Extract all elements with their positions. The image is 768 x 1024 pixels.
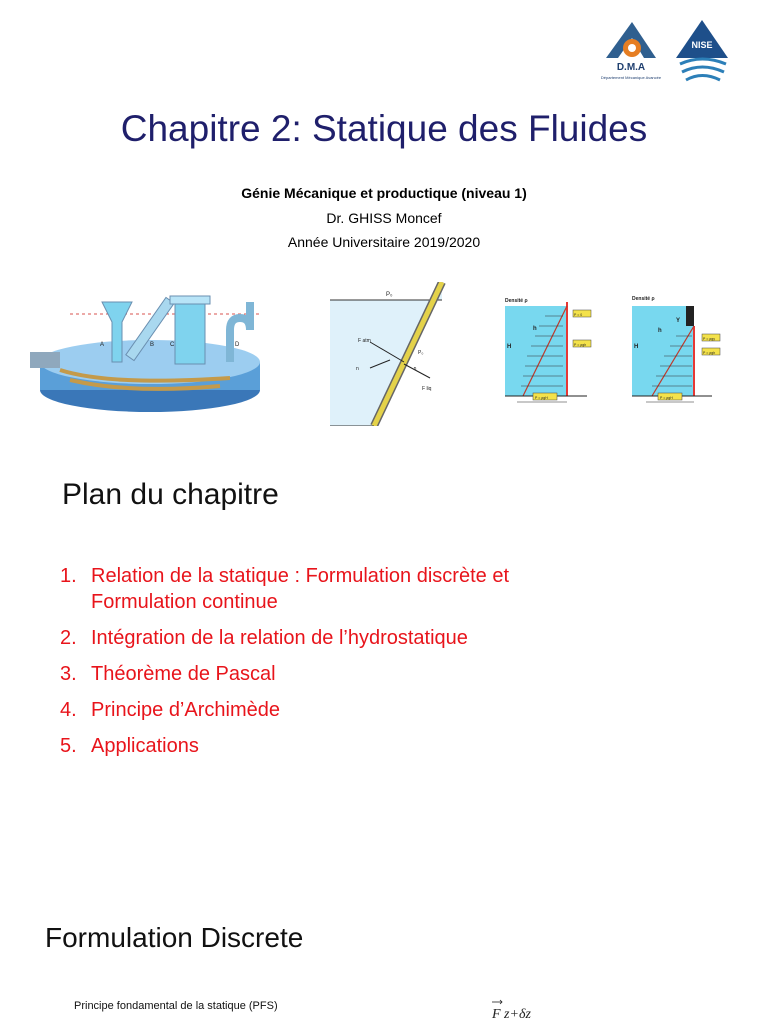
svg-text:F atm: F atm bbox=[358, 338, 371, 344]
svg-text:n: n bbox=[356, 366, 359, 372]
plan-item-2 bbox=[60, 625, 620, 651]
svg-text:h: h bbox=[533, 326, 537, 332]
author-name: Dr. GHISS Moncef bbox=[326, 210, 442, 226]
communicating-vessels-figure bbox=[30, 282, 270, 422]
svg-text:P = 0: P = 0 bbox=[574, 313, 583, 317]
plan-item-text: Applications bbox=[91, 735, 199, 757]
svg-text:H: H bbox=[507, 344, 512, 350]
dma-logo bbox=[601, 22, 662, 80]
page-title: Chapitre 2: Statique des Fluides bbox=[120, 108, 648, 149]
svg-text:-n: -n bbox=[412, 366, 417, 372]
course-subtitle: Génie Mécanique et productique (niveau 1) bbox=[241, 185, 527, 201]
plan-item-3 bbox=[60, 661, 620, 687]
plan-item-number: 4. bbox=[60, 699, 77, 721]
svg-text:D.M.A: D.M.A bbox=[616, 62, 646, 73]
plan-item-text: Principe d’Archimède bbox=[91, 699, 280, 721]
svg-text:H: H bbox=[634, 344, 639, 350]
institution-logos bbox=[598, 14, 738, 96]
svg-text:P = ρgh: P = ρgh bbox=[574, 343, 587, 347]
svg-text:P = ρgH: P = ρgH bbox=[660, 396, 673, 400]
svg-text:Densité ρ: Densité ρ bbox=[632, 296, 655, 302]
svg-text:A: A bbox=[100, 342, 105, 348]
plan-item-text: Relation de la statique : Formulation discrète et Formulation continue bbox=[91, 565, 509, 613]
force-formula bbox=[488, 996, 578, 1024]
plan-item-1 bbox=[60, 563, 620, 615]
svg-text:F liq: F liq bbox=[422, 386, 432, 392]
svg-text:P₀: P₀ bbox=[418, 350, 424, 356]
svg-text:Y: Y bbox=[676, 318, 681, 324]
nise-logo bbox=[676, 20, 728, 80]
section-heading: Formulation Discrete bbox=[45, 922, 304, 953]
inclined-wall-figure bbox=[330, 282, 460, 426]
academic-year: Année Universitaire 2019/2020 bbox=[287, 234, 481, 250]
pressure-distribution-figure-2 bbox=[628, 290, 728, 408]
plan-item-number: 1. bbox=[60, 565, 77, 587]
svg-text:NISE: NISE bbox=[691, 40, 713, 50]
svg-text:h: h bbox=[658, 328, 662, 334]
svg-text:P = ρgH: P = ρgH bbox=[535, 396, 548, 400]
plan-item-number: 5. bbox=[60, 735, 77, 757]
svg-text:P₀: P₀ bbox=[386, 292, 393, 298]
plan-item-number: 2. bbox=[60, 627, 77, 649]
plan-item-5 bbox=[60, 733, 620, 759]
svg-text:P = ρgh: P = ρgh bbox=[703, 351, 716, 355]
svg-text:B: B bbox=[150, 342, 155, 348]
plan-item-number: 3. bbox=[60, 663, 77, 685]
plan-heading: Plan du chapitre bbox=[62, 478, 279, 511]
svg-text:F z+δz: F z+δz bbox=[492, 1007, 531, 1022]
svg-text:P = ρgy: P = ρgy bbox=[703, 337, 715, 341]
pfs-label: Principe fondamental de la statique (PFS) bbox=[74, 1000, 278, 1012]
plan-item-text: Théorème de Pascal bbox=[91, 663, 276, 685]
svg-text:D: D bbox=[235, 342, 240, 348]
pressure-distribution-figure-1 bbox=[497, 292, 601, 410]
plan-list bbox=[60, 563, 620, 769]
svg-text:Densité ρ: Densité ρ bbox=[505, 298, 528, 304]
plan-item-text: Intégration de la relation de l’hydrostatique bbox=[91, 627, 468, 649]
svg-text:Département Mécanique Avancée: Département Mécanique Avancée bbox=[600, 75, 662, 80]
plan-item-4 bbox=[60, 697, 620, 723]
svg-text:C: C bbox=[170, 342, 175, 348]
